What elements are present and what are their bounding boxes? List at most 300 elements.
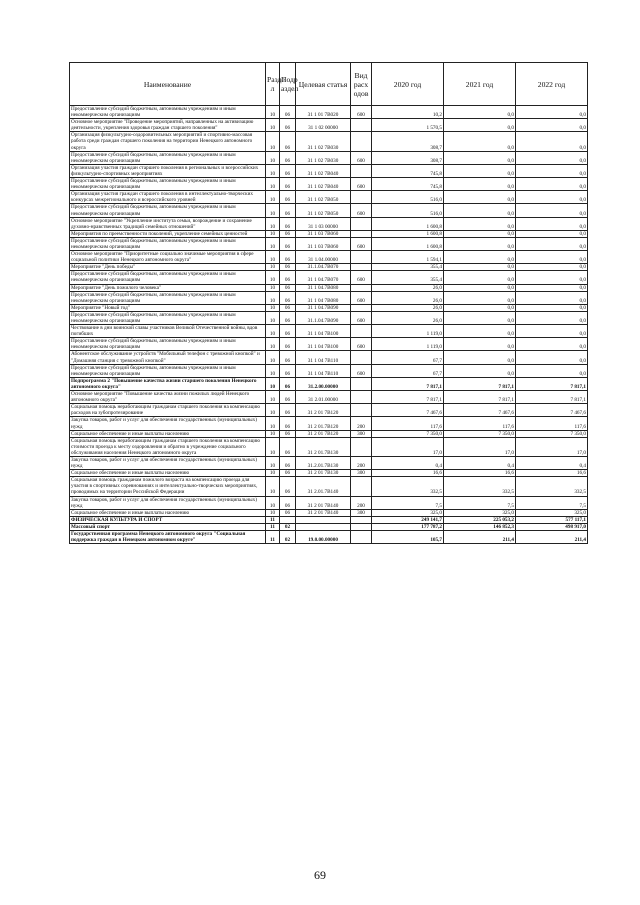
row-value-2021-cell: 225 053,2 <box>444 516 516 523</box>
row-value-2022-cell: 0,0 <box>516 364 588 377</box>
row-value-2022-cell: 0,0 <box>516 264 588 271</box>
row-section-cell: 10 <box>266 338 280 351</box>
row-value-2022-cell: 7 817,1 <box>516 391 588 404</box>
header-year-2021: 2021 год <box>444 63 516 106</box>
row-target-cell: 31 1 04.7В080 <box>296 284 351 291</box>
row-value-2020-cell: 249 141,7 <box>372 516 444 523</box>
row-value-2021-cell: 0,0 <box>444 251 516 264</box>
table-row <box>70 351 588 364</box>
row-value-2021-cell: 0,0 <box>444 325 516 338</box>
row-expense-cell: 600 <box>351 178 372 191</box>
row-name-cell: Предоставление субсидий бюджетным, автономным учреждениям и иным некоммерческим организациям <box>70 338 266 351</box>
row-value-2020-cell: 308,7 <box>372 151 444 164</box>
row-value-2021-cell: 0,0 <box>444 271 516 284</box>
row-value-2022-cell: 0,0 <box>516 217 588 230</box>
row-name-cell: Социальное обеспечение и иные выплаты населению <box>70 509 266 516</box>
row-subsection-cell: 06 <box>280 119 296 132</box>
row-value-2021-cell: 0,0 <box>444 230 516 237</box>
row-name-cell: Подпрограмма 2 "Повышение качества жизни старшего поколения Ненецкого автономного округа" <box>70 377 266 390</box>
table-row <box>70 496 588 509</box>
row-expense-cell <box>351 119 372 132</box>
row-target-cell: 31 1 04 7В080 <box>296 291 351 304</box>
row-expense-cell: 600 <box>351 237 372 250</box>
row-value-2022-cell: 0,0 <box>516 304 588 311</box>
row-expense-cell <box>351 391 372 404</box>
row-expense-cell <box>351 325 372 338</box>
row-value-2022-cell: 577 117,1 <box>516 516 588 523</box>
table-row <box>70 251 588 264</box>
header-target-article: Целевая статья <box>296 63 351 106</box>
row-name-cell: ФИЗИЧЕСКАЯ КУЛЬТУРА И СПОРТ <box>70 516 266 523</box>
row-target-cell: 31 2 01 7В140 <box>296 509 351 516</box>
row-name-cell: Мероприятие "День победы" <box>70 264 266 271</box>
row-value-2022-cell: 117,6 <box>516 417 588 430</box>
row-name-cell: Предоставление субсидий бюджетным, автономным учреждениям и иным некоммерческим организациям <box>70 271 266 284</box>
row-value-2021-cell: 325,0 <box>444 509 516 516</box>
row-expense-cell: 600 <box>351 364 372 377</box>
row-name-cell: Социальная помощь гражданам пожилого возраста на компенсацию проезда для участия в спортивных соревнованиях и интеллектуально-творческих мероприятиях, проводимых на территории Российской Федерации <box>70 477 266 496</box>
table-row <box>70 284 588 291</box>
row-value-2022-cell: 0,4 <box>516 456 588 469</box>
row-value-2022-cell: 0,0 <box>516 106 588 119</box>
row-value-2021-cell: 0,0 <box>444 204 516 217</box>
row-target-cell: 31 1 03 7В060 <box>296 237 351 250</box>
table-row <box>70 151 588 164</box>
row-value-2020-cell: 17,0 <box>372 437 444 456</box>
row-section-cell: 10 <box>266 351 280 364</box>
row-target-cell: 31 1 03 7В060 <box>296 230 351 237</box>
row-target-cell: 31 2.01.7В140 <box>296 477 351 496</box>
row-section-cell: 10 <box>266 251 280 264</box>
row-value-2020-cell: 117,6 <box>372 417 444 430</box>
table-row <box>70 191 588 204</box>
row-section-cell: 10 <box>266 284 280 291</box>
row-section-cell: 10 <box>266 391 280 404</box>
row-value-2021-cell: 0,0 <box>444 132 516 151</box>
table-row <box>70 325 588 338</box>
row-section-cell: 10 <box>266 132 280 151</box>
table-row <box>70 178 588 191</box>
row-subsection-cell: 06 <box>280 164 296 177</box>
row-value-2020-cell: 745,8 <box>372 178 444 191</box>
row-value-2022-cell: 7 817,1 <box>516 377 588 390</box>
table-row <box>70 531 588 544</box>
row-section-cell: 10 <box>266 304 280 311</box>
row-value-2022-cell: 0,0 <box>516 191 588 204</box>
row-value-2020-cell: 516,0 <box>372 204 444 217</box>
row-value-2021-cell: 0,0 <box>444 291 516 304</box>
row-value-2021-cell: 0,0 <box>444 338 516 351</box>
row-expense-cell <box>351 531 372 544</box>
row-section-cell: 10 <box>266 456 280 469</box>
row-value-2022-cell: 0,0 <box>516 271 588 284</box>
row-subsection-cell: 06 <box>280 456 296 469</box>
row-value-2021-cell: 0,0 <box>444 311 516 324</box>
row-value-2021-cell: 0,0 <box>444 284 516 291</box>
row-target-cell: 31.2.00.00000 <box>296 377 351 390</box>
row-value-2022-cell: 0,0 <box>516 251 588 264</box>
row-expense-cell <box>351 516 372 523</box>
row-target-cell: 31.1.04.7В090 <box>296 311 351 324</box>
table-row <box>70 377 588 390</box>
row-value-2020-cell: 516,0 <box>372 191 444 204</box>
header-subsection: Подр аздел <box>280 63 296 106</box>
table-header-row <box>70 63 588 106</box>
row-expense-cell: 600 <box>351 106 372 119</box>
row-name-cell: Организация физкультурно-оздоровительных мероприятий и спортивно-массовая работа среди граждан старшего поколения на территории Ненецкого автономного округа <box>70 132 266 151</box>
row-value-2020-cell: 1 570,5 <box>372 119 444 132</box>
row-section-cell: 11 <box>266 531 280 544</box>
row-subsection-cell: 06 <box>280 391 296 404</box>
row-value-2021-cell: 117,6 <box>444 417 516 430</box>
row-target-cell: 31 1 04 7В110 <box>296 351 351 364</box>
row-value-2022-cell: 16,6 <box>516 470 588 477</box>
row-value-2022-cell: 211,4 <box>516 531 588 544</box>
row-subsection-cell: 06 <box>280 230 296 237</box>
row-subsection-cell: 06 <box>280 271 296 284</box>
row-expense-cell: 600 <box>351 151 372 164</box>
row-target-cell: 31 2 01.7В130 <box>296 437 351 456</box>
row-target-cell: 31 1 02 7В040 <box>296 178 351 191</box>
row-target-cell: 31 1 02 7В030 <box>296 151 351 164</box>
row-section-cell: 10 <box>266 178 280 191</box>
row-section-cell: 10 <box>266 264 280 271</box>
row-subsection-cell: 02 <box>280 531 296 544</box>
row-value-2022-cell: 7 467,6 <box>516 404 588 417</box>
row-subsection-cell: 06 <box>280 132 296 151</box>
row-target-cell: 31 1 01 7В020 <box>296 106 351 119</box>
row-subsection-cell: 06 <box>280 325 296 338</box>
row-value-2021-cell: 0,0 <box>444 264 516 271</box>
row-expense-cell: 200 <box>351 456 372 469</box>
row-subsection-cell: 06 <box>280 509 296 516</box>
row-name-cell: Основное мероприятие "Проведение мероприятий, направленных на активизацию деятельности, укрепления здоровья граждан старшего поколения" <box>70 119 266 132</box>
row-value-2020-cell: 26,0 <box>372 291 444 304</box>
row-target-cell: 31 2.01.00000 <box>296 391 351 404</box>
table-row <box>70 311 588 324</box>
row-value-2022-cell: 0,0 <box>516 230 588 237</box>
table-row <box>70 404 588 417</box>
row-value-2022-cell: 0,0 <box>516 325 588 338</box>
row-value-2020-cell: 7 817,1 <box>372 377 444 390</box>
row-section-cell: 10 <box>266 291 280 304</box>
row-section-cell: 10 <box>266 404 280 417</box>
row-name-cell: Основное мероприятие "Укрепление института семьи, возрождение и сохранение духовно-нравственных традиций семейных отношений" <box>70 217 266 230</box>
row-subsection-cell: 06 <box>280 151 296 164</box>
row-value-2020-cell: 1 600,8 <box>372 237 444 250</box>
row-name-cell: Предоставление субсидий бюджетным, автономным учреждениям и иным некоммерческим организациям <box>70 204 266 217</box>
row-value-2021-cell: 0,0 <box>444 351 516 364</box>
row-target-cell: 31 1 04 7В100 <box>296 325 351 338</box>
table-row <box>70 338 588 351</box>
row-section-cell: 10 <box>266 325 280 338</box>
row-value-2021-cell: 7 817,1 <box>444 377 516 390</box>
row-subsection-cell: 06 <box>280 404 296 417</box>
table-row <box>70 364 588 377</box>
row-expense-cell <box>351 477 372 496</box>
row-value-2021-cell: 211,4 <box>444 531 516 544</box>
row-expense-cell: 300 <box>351 470 372 477</box>
row-name-cell: Закупка товаров, работ и услуг для обеспечения государственных (муниципальных) нужд <box>70 456 266 469</box>
row-name-cell: Социальное обеспечение и иные выплаты населению <box>70 470 266 477</box>
row-value-2020-cell: 26,0 <box>372 284 444 291</box>
row-name-cell: Организация участия граждан старшего поколения в интеллектуально-творческих конкурсах межрегионального и всероссийского уровней <box>70 191 266 204</box>
row-target-cell: 31 1 04 7В100 <box>296 338 351 351</box>
row-target-cell: 19.0.00.00000 <box>296 531 351 544</box>
row-subsection-cell: 02 <box>280 523 296 530</box>
row-name-cell: Социальное обеспечение и иные выплаты населению <box>70 430 266 437</box>
row-value-2022-cell: 0,0 <box>516 351 588 364</box>
row-expense-cell <box>351 132 372 151</box>
row-target-cell: 31 2 01 7В120 <box>296 430 351 437</box>
row-value-2022-cell: 325,0 <box>516 509 588 516</box>
row-value-2021-cell: 17,0 <box>444 437 516 456</box>
row-value-2020-cell: 332,5 <box>372 477 444 496</box>
row-value-2021-cell: 0,0 <box>444 178 516 191</box>
row-name-cell: Мероприятия по преемственности поколений, укрепление семейных ценностей <box>70 230 266 237</box>
row-name-cell: Основное мероприятие "Повышение качества жизни пожилых людей Ненецкого автономного округа" <box>70 391 266 404</box>
table-row <box>70 516 588 523</box>
row-value-2022-cell: 0,0 <box>516 291 588 304</box>
row-value-2022-cell: 0,0 <box>516 311 588 324</box>
table-row <box>70 470 588 477</box>
row-value-2021-cell: 0,0 <box>444 151 516 164</box>
table-row <box>70 291 588 304</box>
row-expense-cell <box>351 284 372 291</box>
table-row <box>70 271 588 284</box>
row-section-cell: 10 <box>266 151 280 164</box>
row-value-2021-cell: 7 467,6 <box>444 404 516 417</box>
row-value-2020-cell: 26,0 <box>372 311 444 324</box>
row-expense-cell <box>351 523 372 530</box>
row-target-cell: 31 1 02 7В040 <box>296 164 351 177</box>
table-row <box>70 164 588 177</box>
row-subsection-cell: 06 <box>280 106 296 119</box>
table-row <box>70 509 588 516</box>
row-expense-cell: 200 <box>351 496 372 509</box>
row-subsection-cell: 06 <box>280 217 296 230</box>
row-name-cell: Предоставление субсидий бюджетным, автономным учреждениям и иным некоммерческим организациям <box>70 106 266 119</box>
table-row <box>70 417 588 430</box>
row-expense-cell <box>351 164 372 177</box>
row-value-2021-cell: 7 817,1 <box>444 391 516 404</box>
row-section-cell: 10 <box>266 430 280 437</box>
row-target-cell: 31 1 04.7В090 <box>296 304 351 311</box>
row-value-2021-cell: 0,0 <box>444 217 516 230</box>
row-name-cell: Социальная помощь неработающим гражданам старшего поколения на компенсацию стоимости проезда к месту оздоровления и обратно в учреждение социального обслуживания населения Ненецкого автономного округа <box>70 437 266 456</box>
row-target-cell: 31 1 03 00000 <box>296 217 351 230</box>
row-section-cell: 11 <box>266 523 280 530</box>
row-expense-cell <box>351 377 372 390</box>
row-value-2022-cell: 0,0 <box>516 237 588 250</box>
row-section-cell: 10 <box>266 237 280 250</box>
row-section-cell: 10 <box>266 106 280 119</box>
row-value-2022-cell: 0,0 <box>516 178 588 191</box>
row-value-2022-cell: 332,5 <box>516 477 588 496</box>
row-subsection-cell: 06 <box>280 204 296 217</box>
row-value-2021-cell: 7,5 <box>444 496 516 509</box>
row-section-cell: 10 <box>266 377 280 390</box>
row-expense-cell: 600 <box>351 291 372 304</box>
row-target-cell: 31 2 01 7В130 <box>296 470 351 477</box>
row-value-2021-cell: 0,0 <box>444 237 516 250</box>
table-row <box>70 237 588 250</box>
row-expense-cell <box>351 404 372 417</box>
table-row <box>70 217 588 230</box>
row-value-2021-cell: 0,0 <box>444 106 516 119</box>
row-target-cell: 31 1 02 7В030 <box>296 132 351 151</box>
row-subsection-cell: 06 <box>280 251 296 264</box>
row-section-cell: 10 <box>266 204 280 217</box>
row-expense-cell: 600 <box>351 311 372 324</box>
row-value-2021-cell: 16,6 <box>444 470 516 477</box>
row-section-cell: 11 <box>266 516 280 523</box>
row-target-cell: 31 1 02 7В050 <box>296 191 351 204</box>
row-value-2021-cell: 0,4 <box>444 456 516 469</box>
row-name-cell: Предоставление субсидий бюджетным, автономным учреждениям и иным некоммерческим организациям <box>70 237 266 250</box>
row-value-2020-cell: 1 600,8 <box>372 230 444 237</box>
row-name-cell: Предоставление субсидий бюджетным, автономным учреждениям и иным некоммерческим организациям <box>70 364 266 377</box>
row-subsection-cell: 06 <box>280 237 296 250</box>
row-value-2020-cell: 177 787,2 <box>372 523 444 530</box>
row-subsection-cell: 06 <box>280 364 296 377</box>
table-row <box>70 391 588 404</box>
table-row <box>70 430 588 437</box>
row-name-cell: Чествование в дни воинской славы участников Великой Отечественной войны, вдов погибших <box>70 325 266 338</box>
row-name-cell: Государственная программа Ненецкого автономного округа "Социальная поддержка граждан в Ненецком автономном округе" <box>70 531 266 544</box>
row-section-cell: 10 <box>266 509 280 516</box>
table-row <box>70 230 588 237</box>
row-value-2021-cell: 0,0 <box>444 304 516 311</box>
row-subsection-cell: 06 <box>280 191 296 204</box>
row-target-cell: 31.1.04.7В070 <box>296 264 351 271</box>
table-row <box>70 132 588 151</box>
row-target-cell <box>296 516 351 523</box>
row-name-cell: Предоставление субсидий бюджетным, автономным учреждениям и иным некоммерческим организациям <box>70 311 266 324</box>
row-subsection-cell: 06 <box>280 377 296 390</box>
row-subsection-cell: 06 <box>280 291 296 304</box>
row-value-2020-cell: 10,2 <box>372 106 444 119</box>
row-value-2021-cell: 0,0 <box>444 164 516 177</box>
header-expense-type: Вид расх одов <box>351 63 372 106</box>
row-name-cell: Массовый спорт <box>70 523 266 530</box>
row-section-cell: 10 <box>266 437 280 456</box>
row-section-cell: 10 <box>266 496 280 509</box>
row-subsection-cell: 06 <box>280 284 296 291</box>
row-value-2020-cell: 325,0 <box>372 509 444 516</box>
row-expense-cell <box>351 230 372 237</box>
row-target-cell: 31 2 01 7В140 <box>296 496 351 509</box>
row-value-2020-cell: 0,4 <box>372 456 444 469</box>
row-section-cell: 10 <box>266 477 280 496</box>
row-name-cell: Организация участия граждан старшего поколения в региональных и всероссийских физкультурно-спортивных мероприятиях <box>70 164 266 177</box>
row-value-2022-cell: 7,5 <box>516 496 588 509</box>
row-expense-cell <box>351 251 372 264</box>
row-value-2020-cell: 67,7 <box>372 351 444 364</box>
row-subsection-cell <box>280 516 296 523</box>
row-subsection-cell: 06 <box>280 178 296 191</box>
row-value-2022-cell: 0,0 <box>516 132 588 151</box>
row-expense-cell: 600 <box>351 204 372 217</box>
row-name-cell: Предоставление субсидий бюджетным, автономным учреждениям и иным некоммерческим организациям <box>70 291 266 304</box>
row-value-2020-cell: 7 817,1 <box>372 391 444 404</box>
row-section-cell: 10 <box>266 164 280 177</box>
row-subsection-cell: 06 <box>280 351 296 364</box>
budget-table <box>69 62 588 544</box>
row-name-cell: Мероприятие "День пожилого человека" <box>70 284 266 291</box>
row-section-cell: 10 <box>266 311 280 324</box>
row-value-2022-cell: 17,0 <box>516 437 588 456</box>
row-value-2020-cell: 7 467,6 <box>372 404 444 417</box>
row-name-cell: Мероприятие "Новый год" <box>70 304 266 311</box>
row-value-2022-cell: 0,0 <box>516 151 588 164</box>
row-target-cell: 31 1 02 7В050 <box>296 204 351 217</box>
row-value-2020-cell: 1 600,8 <box>372 217 444 230</box>
row-value-2020-cell: 1 119,0 <box>372 338 444 351</box>
row-value-2020-cell: 308,7 <box>372 132 444 151</box>
table-row <box>70 437 588 456</box>
row-value-2021-cell: 0,0 <box>444 364 516 377</box>
row-value-2020-cell: 67,7 <box>372 364 444 377</box>
row-subsection-cell: 06 <box>280 477 296 496</box>
row-subsection-cell: 06 <box>280 304 296 311</box>
header-year-2020: 2020 год <box>372 63 444 106</box>
row-subsection-cell: 06 <box>280 338 296 351</box>
row-value-2021-cell: 0,0 <box>444 119 516 132</box>
page-number: 69 <box>314 868 326 882</box>
table-body <box>70 106 588 544</box>
row-target-cell: 31 1.04.00000 <box>296 251 351 264</box>
row-value-2020-cell: 745,8 <box>372 164 444 177</box>
row-target-cell: 31 2 01 7В120 <box>296 404 351 417</box>
row-expense-cell: 300 <box>351 430 372 437</box>
row-expense-cell <box>351 264 372 271</box>
row-section-cell: 10 <box>266 470 280 477</box>
row-value-2020-cell: 7,5 <box>372 496 444 509</box>
row-section-cell: 10 <box>266 119 280 132</box>
row-expense-cell: 600 <box>351 338 372 351</box>
row-expense-cell <box>351 191 372 204</box>
row-section-cell: 10 <box>266 191 280 204</box>
row-name-cell: Абонентское обслуживание устройств "Мобильный телефон с тревожной кнопкой" и "Домашняя станция с тревожной кнопкой" <box>70 351 266 364</box>
row-section-cell: 10 <box>266 364 280 377</box>
row-value-2022-cell: 0,0 <box>516 119 588 132</box>
row-name-cell: Предоставление субсидий бюджетным, автономным учреждениям и иным некоммерческим организациям <box>70 151 266 164</box>
row-value-2020-cell: 105,7 <box>372 531 444 544</box>
row-expense-cell <box>351 304 372 311</box>
table-row <box>70 106 588 119</box>
row-value-2020-cell: 7 350,0 <box>372 430 444 437</box>
table-row <box>70 456 588 469</box>
row-name-cell: Основное мероприятие "Приоритетные социально значимые мероприятия в сфере социальной политики Ненецкого автономного округа" <box>70 251 266 264</box>
row-name-cell: Закупка товаров, работ и услуг для обеспечения государственных (муниципальных) нужд <box>70 417 266 430</box>
row-target-cell: 31 1 04 7В110 <box>296 364 351 377</box>
row-subsection-cell: 06 <box>280 470 296 477</box>
row-value-2022-cell: 0,0 <box>516 164 588 177</box>
header-year-2022: 2022 год <box>516 63 588 106</box>
row-expense-cell <box>351 351 372 364</box>
row-value-2021-cell: 7 350,0 <box>444 430 516 437</box>
row-section-cell: 10 <box>266 417 280 430</box>
table-row <box>70 523 588 530</box>
row-subsection-cell: 06 <box>280 430 296 437</box>
row-value-2020-cell: 16,6 <box>372 470 444 477</box>
row-section-cell: 10 <box>266 230 280 237</box>
row-expense-cell: 300 <box>351 509 372 516</box>
row-value-2022-cell: 0,0 <box>516 338 588 351</box>
row-subsection-cell: 06 <box>280 496 296 509</box>
row-expense-cell: 600 <box>351 271 372 284</box>
